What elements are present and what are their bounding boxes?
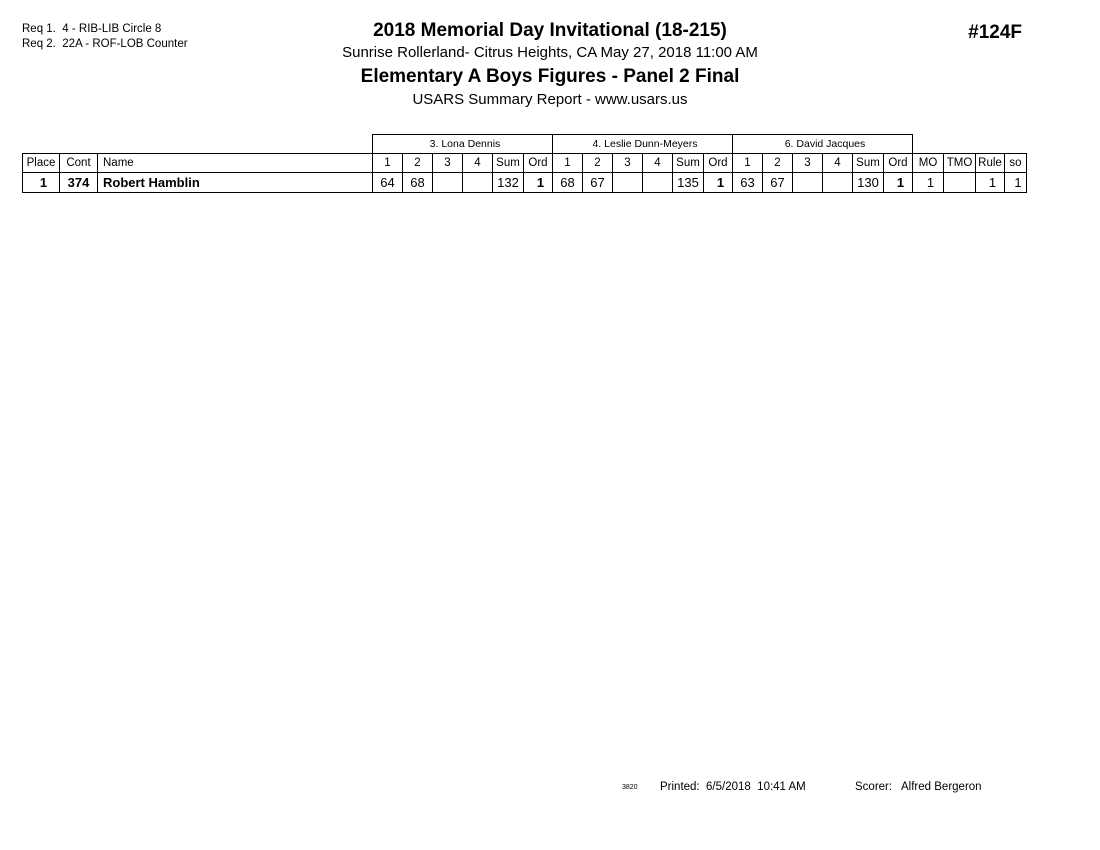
header-j2-score-1: 1 xyxy=(553,154,583,173)
cell-j1-score-4 xyxy=(463,173,493,193)
cell-j3-score-3 xyxy=(793,173,823,193)
cell-j2-sum: 135 xyxy=(673,173,704,193)
cell-name: Robert Hamblin xyxy=(98,173,373,193)
header-so: so xyxy=(1005,154,1027,173)
column-header-row xyxy=(23,154,1027,173)
cell-cont: 374 xyxy=(60,173,98,193)
spacer-rule xyxy=(976,135,1005,154)
header-j2-score-2: 2 xyxy=(583,154,613,173)
header-j1-sum: Sum xyxy=(493,154,524,173)
judge-header-3: 6. David Jacques xyxy=(733,135,913,154)
judge-header-row xyxy=(23,135,1027,154)
cell-j3-score-2: 67 xyxy=(763,173,793,193)
division-title: Elementary A Boys Figures - Panel 2 Final xyxy=(360,66,740,87)
spacer-place xyxy=(23,135,60,154)
cell-place: 1 xyxy=(23,173,60,193)
cell-j2-score-3 xyxy=(613,173,643,193)
header-j2-score-3: 3 xyxy=(613,154,643,173)
header-j2-ord: Ord xyxy=(704,154,733,173)
requirement-line-2: Req 2. 22A - ROF-LOB Counter xyxy=(22,38,188,50)
cell-so: 1 xyxy=(1005,173,1027,193)
cell-j3-sum: 130 xyxy=(853,173,884,193)
spacer-name xyxy=(98,135,373,154)
header-mo: MO xyxy=(913,154,944,173)
header-rule: Rule xyxy=(976,154,1005,173)
header-j3-sum: Sum xyxy=(853,154,884,173)
judge-header-2: 4. Leslie Dunn-Meyers xyxy=(553,135,733,154)
cell-j2-score-4 xyxy=(643,173,673,193)
header-place: Place xyxy=(23,154,60,173)
cell-j1-ord: 1 xyxy=(524,173,553,193)
cell-j2-ord: 1 xyxy=(704,173,733,193)
header-j1-score-2: 2 xyxy=(403,154,433,173)
header-j1-score-4: 4 xyxy=(463,154,493,173)
judge-header-1: 3. Lona Dennis xyxy=(373,135,553,154)
cell-rule: 1 xyxy=(976,173,1005,193)
document-number: #124F xyxy=(968,22,1022,43)
cell-j3-score-1: 63 xyxy=(733,173,763,193)
header-j2-sum: Sum xyxy=(673,154,704,173)
spacer-so xyxy=(1005,135,1027,154)
header-j1-ord: Ord xyxy=(524,154,553,173)
header-j1-score-3: 3 xyxy=(433,154,463,173)
cell-j1-score-3 xyxy=(433,173,463,193)
header-tmo: TMO xyxy=(944,154,976,173)
cell-j3-ord: 1 xyxy=(884,173,913,193)
spacer-cont xyxy=(60,135,98,154)
requirement-line-1: Req 1. 4 - RIB-LIB Circle 8 xyxy=(22,23,162,35)
results-table-wrapper xyxy=(22,134,1027,193)
cell-j2-score-2: 67 xyxy=(583,173,613,193)
cell-j2-score-1: 68 xyxy=(553,173,583,193)
report-header xyxy=(0,20,1100,110)
footer-code: 3820 xyxy=(622,784,638,791)
table-row xyxy=(23,173,1027,193)
header-j1-score-1: 1 xyxy=(373,154,403,173)
venue-line: Sunrise Rollerland- Citrus Heights, CA May 27, 2018 11:00 AM xyxy=(342,44,758,61)
header-j3-score-2: 2 xyxy=(763,154,793,173)
footer-printed: Printed: 6/5/2018 10:41 AM xyxy=(660,781,806,793)
cell-tmo xyxy=(944,173,976,193)
results-table xyxy=(22,134,1027,193)
header-j3-ord: Ord xyxy=(884,154,913,173)
header-j3-score-3: 3 xyxy=(793,154,823,173)
spacer-mo xyxy=(913,135,944,154)
cell-mo: 1 xyxy=(913,173,944,193)
header-cont: Cont xyxy=(60,154,98,173)
cell-j3-score-4 xyxy=(823,173,853,193)
header-j3-score-1: 1 xyxy=(733,154,763,173)
header-j3-score-4: 4 xyxy=(823,154,853,173)
cell-j1-score-2: 68 xyxy=(403,173,433,193)
spacer-tmo xyxy=(944,135,976,154)
event-title: 2018 Memorial Day Invitational (18-215) xyxy=(373,20,727,41)
report-subtitle: USARS Summary Report - www.usars.us xyxy=(412,91,688,108)
cell-j1-score-1: 64 xyxy=(373,173,403,193)
header-name: Name xyxy=(98,154,373,173)
footer-scorer: Scorer: Alfred Bergeron xyxy=(855,781,982,793)
cell-j1-sum: 132 xyxy=(493,173,524,193)
header-j2-score-4: 4 xyxy=(643,154,673,173)
